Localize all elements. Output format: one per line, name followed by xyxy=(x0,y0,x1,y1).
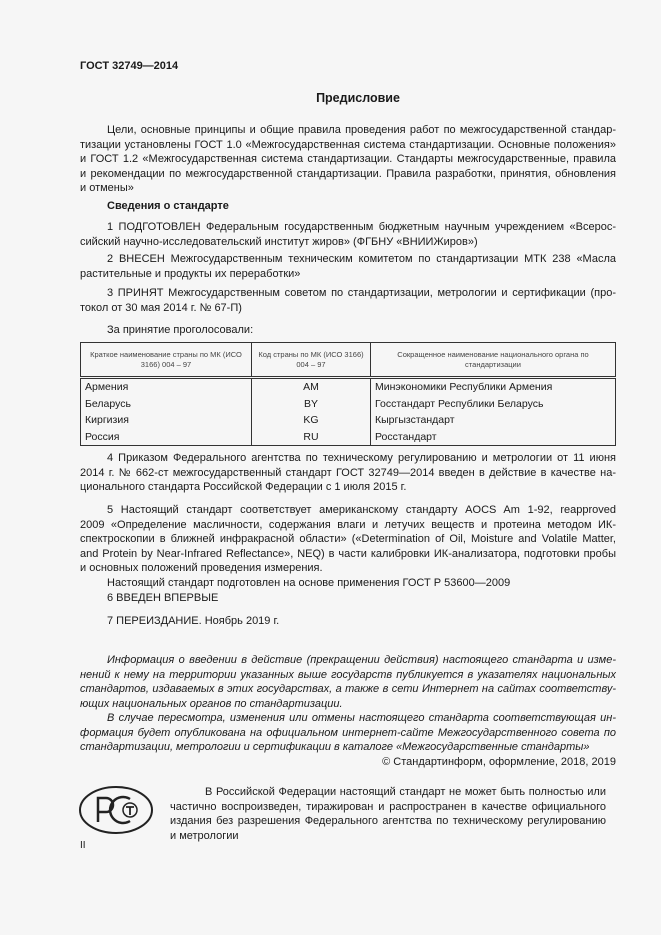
copyright: © Стандартинформ, оформление, 2018, 2019 xyxy=(382,756,616,768)
text-line: частично воспроизведен, тиражирован и распространен в качестве официального xyxy=(170,800,606,813)
text-line: 5 Настоящий стандарт соответствует американскому стандарту AOCS Am 1-92, reapproved xyxy=(107,504,616,516)
text-line: сийский научно-исследовательский институт жиров» (ФГБНУ «ВНИИЖиров») xyxy=(80,235,478,248)
country-cell: Россия xyxy=(81,429,252,446)
text-line: 2009 «Определение масличности, содержания влаги и летучих веществ и протеина методом ИК- xyxy=(80,518,616,531)
text-line: и ГОСТ 1.2 «Межгосударственная система стандартизации. Стандарты межгосударственные, правила xyxy=(80,153,616,165)
text-line: ционального стандарта Российской Федерации с 1 июля 2015 г. xyxy=(80,481,407,493)
text-line: ющих национальных органов по стандартизации. xyxy=(80,697,343,710)
agency-cell: Минэкономики Республики Армения xyxy=(371,378,616,396)
text-line: токол от 30 мая 2014 г. № 67-П) xyxy=(80,301,242,314)
text-line: и отмены» xyxy=(80,182,134,194)
item-6: 6 ВВЕДЕН ВПЕРВЫЕ xyxy=(107,592,219,604)
text-line: и основных положений проведения измерения. xyxy=(80,562,323,574)
table-row xyxy=(81,429,616,446)
text-line: 3 ПРИНЯТ Межгосударственным советом по стандартизации, метрологии и сертификации (про- xyxy=(107,287,616,299)
text-line: 1 ПОДГОТОВЛЕН Федеральным государственным бюджетным научным учреждением «Всерос- xyxy=(107,221,616,233)
copyright-notice xyxy=(170,785,606,843)
text-line: спектроскопии в ближней инфракрасной области» («Determination of Oil, Moisture and Volatile Matter, xyxy=(80,533,616,545)
text-line: and Protein by Near-Infrared Reflectance», NEQ) в части калибровки ИК-анализатора, подготовки пробы xyxy=(80,547,616,560)
agency-cell: Госстандарт Республики Беларусь xyxy=(371,396,616,413)
text-line: нений к нему на территории указанных выше государств публикуется в указателях национальных xyxy=(80,668,616,681)
column-header: Краткое наименование страны по МК (ИСО 3166) 004 – 97 xyxy=(81,343,252,378)
country-cell: Беларусь xyxy=(81,396,252,413)
text-line: тизации установлены ГОСТ 1.0 «Межгосударственная система стандартизации. Основные положения» xyxy=(80,138,616,151)
text-line: 2014 г. № 662-ст межгосударственный стандарт ГОСТ 32749—2014 введен в действие в качестве на- xyxy=(80,466,616,479)
text-line: стандартизации, метрологии и сертификации в каталоге «Межгосударственные стандарты» xyxy=(80,741,590,753)
code-cell: RU xyxy=(252,429,371,446)
voted-label: За принятие проголосовали: xyxy=(107,324,254,336)
code-cell: AM xyxy=(252,378,371,396)
table-row xyxy=(81,396,616,413)
intro-paragraph xyxy=(80,123,616,196)
text-line: и рекомендации по межгосударственной стандартизации. Правила разработки, принятия, обновления xyxy=(80,167,616,180)
table-row xyxy=(81,412,616,429)
text-line: формация будет опубликована на официальном интернет-сайте Межгосударственного совета по xyxy=(80,726,616,739)
table-header-row xyxy=(81,343,616,378)
text-line: и метрологии xyxy=(170,829,239,842)
page-title: Предисловие xyxy=(316,91,400,105)
table-row xyxy=(81,378,616,396)
text-line: Настоящий стандарт подготовлен на основе применения ГОСТ Р 53600—2009 xyxy=(107,576,511,589)
text-line: В случае пересмотра, изменения или отмены настоящего стандарта соответствующая ин- xyxy=(107,712,616,724)
page-number: II xyxy=(80,840,86,851)
text-line: издания без разрешения Федерального агентства по техническому регулированию xyxy=(170,815,606,827)
document-header: ГОСТ 32749—2014 xyxy=(80,60,179,72)
rst-logo-icon xyxy=(78,785,154,835)
item-4 xyxy=(80,451,616,495)
text-line: 4 Приказом Федерального агентства по техническому регулированию и метрологии от 11 июня xyxy=(107,452,616,464)
column-header: Сокращенное наименование национального органа по стандартизации xyxy=(371,343,616,378)
column-header: Код страны по МК (ИСО 3166) 004 – 97 xyxy=(252,343,371,378)
agency-cell: Росстандарт xyxy=(371,429,616,446)
item-1 xyxy=(80,220,616,249)
text-line: Информация о введении в действие (прекращении действия) настоящего стандарта и изме- xyxy=(107,654,616,666)
item-7: 7 ПЕРЕИЗДАНИЕ. Ноябрь 2019 г. xyxy=(107,615,280,627)
text-line: растительные и продукты их переработки» xyxy=(80,267,301,280)
code-cell: KG xyxy=(252,412,371,429)
code-cell: BY xyxy=(252,396,371,413)
section-title: Сведения о стандарте xyxy=(107,200,229,212)
country-cell: Армения xyxy=(81,378,252,396)
text-line: стандартов, издаваемых в этих государствах, а также в сети Интернет на сайтах соответству- xyxy=(80,683,616,695)
item-3 xyxy=(80,286,616,315)
text-line: 2 ВНЕСЕН Межгосударственным техническим комитетом по стандартизации МТК 238 «Масла xyxy=(107,253,616,265)
item-5 xyxy=(80,503,616,590)
agency-cell: Кыргызстандарт xyxy=(371,412,616,429)
item-2 xyxy=(80,252,616,281)
country-cell: Киргизия xyxy=(81,412,252,429)
info-notice xyxy=(80,653,616,755)
text-line: В Российской Федерации настоящий стандарт не может быть полностью или xyxy=(205,786,606,798)
text-line: Цели, основные принципы и общие правила проведения работ по межгосударственной стандар- xyxy=(107,124,616,136)
voting-table xyxy=(80,342,616,446)
